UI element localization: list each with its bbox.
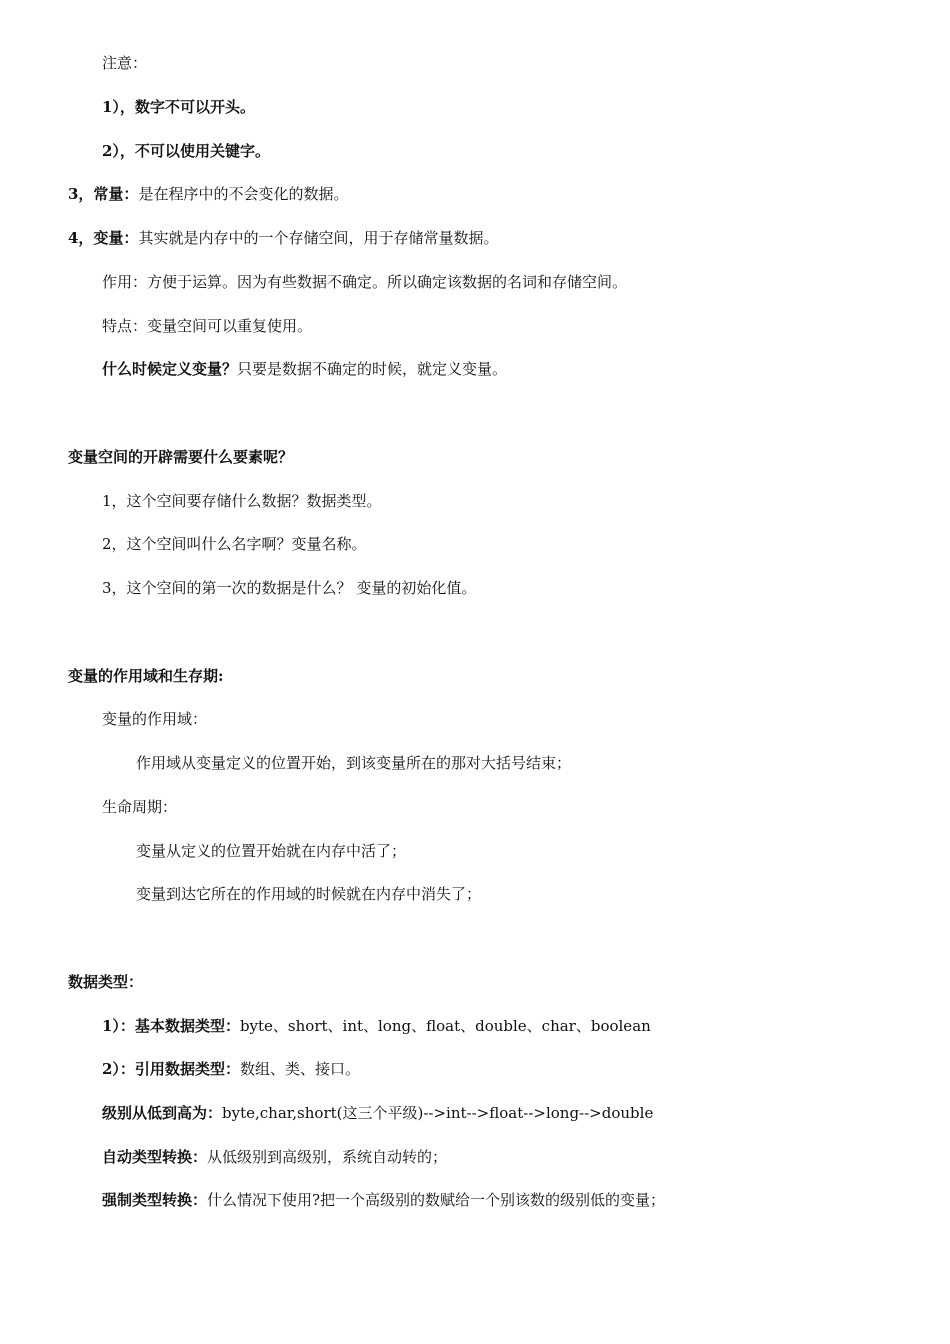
- variable-feature: 特点：变量空间可以重复使用。: [102, 317, 313, 335]
- life-text-1: 变量从定义的位置开始就在内存中活了；: [136, 842, 407, 860]
- elements-item-2: 2，这个空间叫什么名字啊？变量名称。: [102, 535, 367, 553]
- constant-text: 是在程序中的不会变化的数据。: [138, 185, 349, 203]
- types-auto-conversion: [102, 1147, 447, 1167]
- variable-definition: [68, 228, 498, 248]
- variable-purpose: 作用：方便于运算。因为有些数据不确定。所以确定该数据的名词和存储空间。: [102, 273, 628, 291]
- notes-rule-1: 1），数字不可以开头。: [102, 98, 255, 116]
- variable-term: 4，变量：: [68, 229, 139, 247]
- types-ref-term: 2）：引用数据类型：: [102, 1060, 240, 1078]
- variable-when-answer: 只要是数据不确定的时候，就定义变量。: [237, 360, 508, 378]
- scope-label: 变量的作用域：: [102, 710, 208, 728]
- types-basic-term: 1）：基本数据类型：: [102, 1017, 240, 1035]
- types-forced-conversion: [102, 1190, 665, 1210]
- notes-label: 注意：: [102, 54, 148, 72]
- scope-text: 作用域从变量定义的位置开始，到该变量所在的那对大括号结束；: [136, 754, 572, 772]
- types-level-term: 级别从低到高为：: [102, 1104, 223, 1122]
- scope-heading: 变量的作用域和生存期:: [68, 667, 224, 685]
- elements-item-3: 3，这个空间的第一次的数据是什么？ 变量的初始化值。: [102, 579, 477, 597]
- elements-item-1: 1，这个空间要存储什么数据？数据类型。: [102, 492, 382, 510]
- types-basic-text: byte、short、int、long、float、double、char、boolean: [239, 1017, 651, 1035]
- types-level: [102, 1103, 653, 1123]
- variable-when-question: 什么时候定义变量？: [102, 360, 238, 378]
- types-level-text: byte,char,short(这三个平级)-->int-->float-->long-->double: [222, 1104, 654, 1122]
- elements-heading: 变量空间的开辟需要什么要素呢？: [68, 448, 294, 466]
- types-auto-text: 从低级别到高级别，系统自动转的；: [207, 1148, 448, 1166]
- types-reference: [102, 1059, 360, 1079]
- types-basic: [102, 1016, 651, 1036]
- types-heading: 数据类型：: [68, 973, 144, 991]
- variable-when: [102, 359, 507, 379]
- constant-definition: [68, 184, 348, 204]
- life-label: 生命周期：: [102, 798, 178, 816]
- notes-rule-2: 2），不可以使用关键字。: [102, 142, 270, 160]
- variable-text: 其实就是内存中的一个存储空间，用于存储常量数据。: [138, 229, 499, 247]
- life-text-2: 变量到达它所在的作用域的时候就在内存中消失了；: [136, 885, 482, 903]
- types-auto-term: 自动类型转换：: [102, 1148, 208, 1166]
- types-force-text: 什么情况下使用?把一个高级别的数赋给一个别该数的级别低的变量；: [207, 1191, 666, 1209]
- types-ref-text: 数组、类、接口。: [239, 1060, 360, 1078]
- types-force-term: 强制类型转换：: [102, 1191, 208, 1209]
- constant-term: 3，常量：: [68, 185, 139, 203]
